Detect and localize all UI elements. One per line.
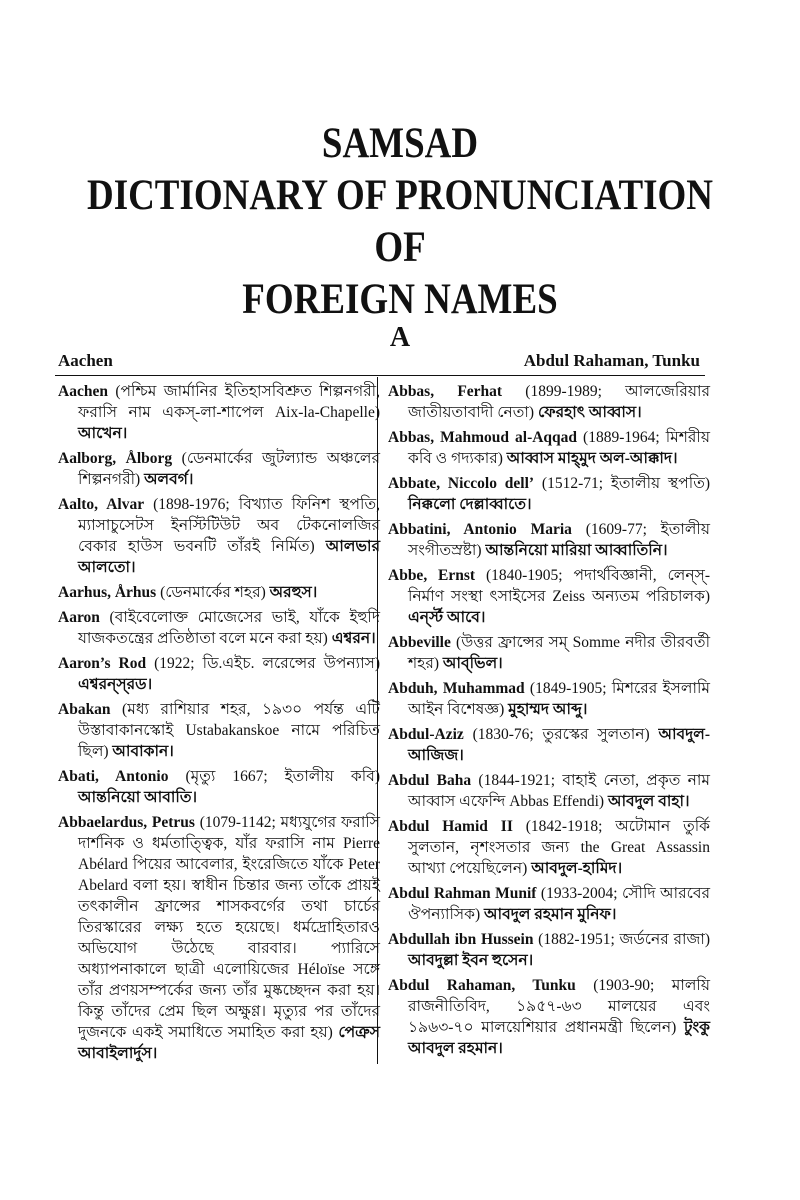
entry-headword: Aachen [58,383,108,400]
entry-gloss: (1609-77; ইতালীয় সংগীতস্রষ্টা) [408,521,710,559]
entry-transliteration: আবদুল্লা ইবন হুসেন। [408,952,534,969]
entry-gloss: (1903-90; মালয়ি রাজনীতিবিদ, ১৯৫৭-৬৩ মালয়ের এবং ১৯৬৩-৭০ মালয়েশিয়ার প্রধানমন্ত্রী ছিলেন) [408,977,710,1036]
entry-gloss: (পশ্চিম জার্মানির ইতিহাসবিশ্রুত শিল্পনগরী, ফরাসি নাম একস্-লা-শাপেল Aix-la-Chapelle) [78,383,380,421]
dictionary-entry [388,816,710,879]
entry-headword: Abbe, Ernst [388,567,476,584]
dictionary-entry [58,381,380,444]
entry-gloss: (1882-1951; জর্ডনের রাজা) [533,931,710,948]
entry-transliteration: আন্তনিয়ো মারিয়া আব্বাতিনি। [485,542,668,559]
entry-headword: Abdul Hamid II [388,818,513,835]
title-line-4: FOREIGN NAMES [242,276,558,323]
entry-transliteration: আবদুল-হামিদ। [531,860,623,877]
entry-transliteration: এশ্বরন। [331,630,376,647]
entry-gloss: (1844-1921; বাহাই নেতা, প্রকৃত নাম আব্বাস এফেন্দি Abbas Effendi) [408,772,710,810]
entry-transliteration: ফেরহাৎ আব্বাস। [537,404,642,421]
entry-headword: Abduh, Muhammad [388,680,525,697]
dictionary-entry [388,473,710,515]
entry-transliteration: পেত্রুস আবাইলার্দুস। [78,1024,380,1062]
entry-gloss: (1849-1905; মিশরের ইসলামি আইন বিশেষজ্ঞ) [408,680,710,718]
entry-headword: Abdul-Aziz [388,726,464,743]
entry-gloss: (ডেনমার্কের জুটল্যান্ড অঞ্চলের শিল্পনগরী) [78,450,380,488]
entry-gloss: (1898-1976; বিখ্যাত ফিনিশ স্থপতি, ম্যাসাচুসেটস ইনস্টিটিউট অব টেকনোলজির বেকার হাউস ভবনটি তাঁরই নির্মিত) [78,496,380,555]
header-rule [55,375,705,376]
entry-headword: Abati, Antonio [58,768,169,785]
entry-headword: Aalto, Alvar [58,496,145,513]
dictionary-entry [58,607,380,649]
entry-gloss: (1840-1905; পদার্থবিজ্ঞানী, লেন্স্‌-নির্মাণ সংস্থা ৎসাইসের Zeiss অন্যতম পরিচালক) [408,567,710,605]
entry-headword: Abdullah ibn Hussein [388,931,534,948]
dictionary-entry [388,427,710,469]
dictionary-entry [58,448,380,490]
entry-gloss: (মৃত্যু 1667; ইতালীয় কবি) [168,768,380,785]
entry-gloss: (বাইবেলোক্ত মোজেসের ভাই, যাঁকে ইহুদি যাজকতন্ত্রের প্রতিষ্ঠাতা বলে মনে করা হয়) [78,609,380,647]
dictionary-entry [388,975,710,1059]
entry-transliteration: এশ্বরন্‌স্‌রড। [78,676,153,693]
entry-headword: Abbate, Niccolo dell’ [388,475,535,492]
entry-gloss: (ডেনমার্কের শহর) [156,584,270,601]
running-head-right: Abdul Rahaman, Tunku [523,351,700,370]
entry-transliteration: আব্‌ভিল। [442,655,503,672]
entry-transliteration: আলভার আলতো। [78,538,380,576]
running-head-left: Aachen [58,351,113,370]
dictionary-entry [388,632,710,674]
dictionary-entry [388,724,710,766]
entry-gloss: (1842-1918; অটোমান তুর্কি সুলতান, নৃশংসতার জন্য the Great Assassin আখ্যা পেয়েছিলেন) [408,818,711,877]
entry-gloss: (1512-71; ইতালীয় স্থপতি) [534,475,710,492]
entry-gloss: (1830-76; তুরস্কের সুলতান) [463,726,659,743]
entry-gloss: (1899-1989; আলজেরিয়ার জাতীয়তাবাদী নেতা) [408,383,710,421]
entry-headword: Abdul Baha [388,772,472,789]
entry-headword: Aaron [58,609,100,626]
entry-headword: Abdul Rahman Munif [388,885,537,902]
entry-gloss: (উত্তর ফ্রান্সের সম্ Somme নদীর তীরবর্তী শহর) [408,634,710,672]
right-column [388,381,710,1063]
entry-transliteration: নিক্কলো দেল্লাব্বাতে। [408,496,532,513]
entry-headword: Abakan [58,701,111,718]
entry-headword: Abbeville [388,634,451,651]
title-line-1: SAMSAD [321,120,479,167]
dictionary-entry [58,494,380,578]
left-column [58,381,380,1068]
entry-transliteration: আখেন। [78,425,128,442]
entry-transliteration: টুংকু আবদুল রহমান। [408,1019,710,1057]
dictionary-entry [58,699,380,762]
dictionary-entry [58,766,380,808]
dictionary-entry [388,883,710,925]
dictionary-entry [58,653,380,695]
book-title [0,118,800,326]
entry-transliteration: আবাকান। [112,743,174,760]
entry-gloss: (1933-2004; সৌদি আরবের ঔপন্যাসিক) [408,885,710,923]
entry-transliteration: মুহাম্মদ আব্দু। [508,701,588,718]
entry-transliteration: আবদুল-আজিজ। [408,726,710,764]
section-letter: A [389,322,411,353]
dictionary-entry [388,381,710,423]
entry-transliteration: আবদুল বাহা। [607,793,690,810]
entry-gloss: (1922; ডি.এইচ. লরেন্সের উপন্যাস) [146,655,380,672]
entry-transliteration: আব্বাস মাহ্‌মুদ অল-আক্কাদ। [506,450,678,467]
entry-gloss: (1889-1964; মিশরীয় কবি ও গদ্যকার) [408,429,710,467]
entry-headword: Aarhus, Århus [58,584,157,601]
entry-headword: Abbas, Ferhat [388,383,503,400]
dictionary-entry [388,929,710,971]
dictionary-entry [58,582,380,603]
entry-headword: Abbas, Mahmoud al-Aqqad [388,429,578,446]
dictionary-entry [388,770,710,812]
entry-transliteration: অলবর্গ। [144,471,194,488]
entry-transliteration: আবদুল রহমান মুনিফ। [484,906,617,923]
entry-gloss: (1079-1142; মধ্যযুগের ফরাসি দার্শনিক ও ধর্মতাত্ত্বিক, যাঁর ফরাসি নাম Pierre Abélard পিয়ের আবেলার, ইংরেজিতে যাঁকে Peter Abelard বলা হয়। স্বাধীন চিন্তার জন্য তাঁকে প্রায়ই তৎকালীন ফ্রান্সের শাসকবর্গের তথা চার্চের তিরস্কারের লক্ষ্য হতে হয়েছে। ধর্মদ্রোহিতারও অভিযোগ উঠেছে বারবার। প্যারিসে অধ্যাপনাকালে ছাত্রী এলোয়িজের Héloïse সঙ্গে তাঁর প্রণয়সম্পর্কের জন্য তাঁর মুষ্কচ্ছেদন করা হয়। কিন্তু তাঁদের প্রেম ছিল অক্ষুণ্ণ। মৃত্যুর পর তাঁদের দুজনকে একই সমাধিতে সমাহিত করা হয়) [78,814,380,1041]
entry-headword: Abdul Rahaman, Tunku [388,977,576,994]
entry-transliteration: আন্তনিয়ো আবাতি। [78,789,197,806]
entry-headword: Aalborg, Ålborg [58,450,173,467]
entry-headword: Aaron’s Rod [58,655,147,672]
entry-headword: Abbatini, Antonio Maria [388,521,572,538]
entry-transliteration: অরহুস। [269,584,318,601]
entry-transliteration: এর্ন্স্ট আবে। [408,609,486,626]
dictionary-entry [58,812,380,1064]
entry-headword: Abbaelardus, Petrus [58,814,195,831]
entry-gloss: (মধ্য রাশিয়ার শহর, ১৯৩০ পর্যন্ত এটি উস্তাবাকানস্কোই Ustabakanskoe নামে পরিচিত ছিল) [78,701,380,760]
dictionary-entry [388,519,710,561]
dictionary-entry [388,678,710,720]
dictionary-entry [388,565,710,628]
title-line-3: OF [374,224,426,271]
title-line-2: DICTIONARY OF PRONUNCIATION [86,172,713,219]
